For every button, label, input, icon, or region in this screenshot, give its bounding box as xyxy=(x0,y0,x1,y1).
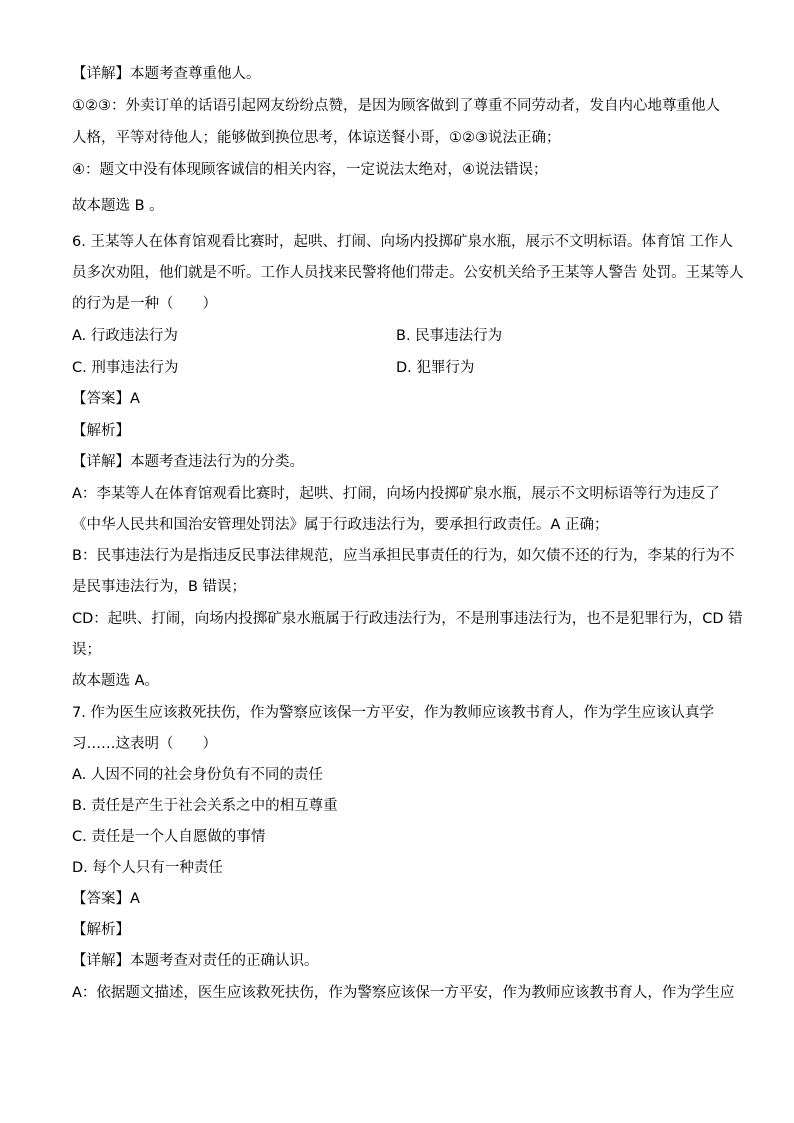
question-6-detail: 【详解】本题考查违法行为的分类。 xyxy=(72,454,304,470)
question-6-explanation: CD：起哄、打闹，向场内投掷矿泉水瓶属于行政违法行为，不是刑事违法行为，也不是犯罪行为，CD 错 xyxy=(72,611,743,627)
question-7-answer: 【答案】A xyxy=(72,891,140,907)
question-6-stem: 员多次劝阻，他们就是不听。工作人员找来民警将他们带走。公安机关给予王某等人警告 处罚。王某等人 xyxy=(72,265,744,281)
question-6-explanation: 《中华人民共和国治安管理处罚法》属于行政违法行为，要承担行政责任。A 正确； xyxy=(72,517,609,533)
question-6-explanation: 误； xyxy=(72,642,101,658)
question-7-option-a: A. 人因不同的社会身份负有不同的责任 xyxy=(72,767,323,783)
question-7-stem: 7. 作为医生应该救死扶伤，作为警察应该保一方平安，作为教师应该教书育人，作为学生应该认真学 xyxy=(72,705,714,721)
question-6-analysis-heading: 【解析】 xyxy=(72,423,130,439)
question-6-answer: 【答案】A xyxy=(72,391,140,407)
question-6-option-b: B. 民事违法行为 xyxy=(396,328,503,344)
conclusion-line: 故本题选 B 。 xyxy=(72,198,164,214)
question-6-conclusion: 故本题选 A。 xyxy=(72,673,160,689)
question-6-option-d: D. 犯罪行为 xyxy=(396,360,475,376)
analysis-line: 人格，平等对待他人；能够做到换位思考，体谅送餐小哥，①②③说法正确； xyxy=(72,130,561,146)
question-6-option-a: A. 行政违法行为 xyxy=(72,328,178,344)
question-6-explanation: B：民事违法行为是指违反民事法律规范，应当承担民事责任的行为，如欠债不还的行为，李某的行为不 xyxy=(72,548,735,564)
question-6-option-c: C. 刑事违法行为 xyxy=(72,360,179,376)
question-7-option-d: D. 每个人只有一种责任 xyxy=(72,860,223,876)
analysis-line: ①②③：外卖订单的话语引起网友纷纷点赞，是因为顾客做到了尊重不同劳动者，发自内心地尊重他人 xyxy=(72,98,720,114)
question-7-analysis-heading: 【解析】 xyxy=(72,922,130,938)
question-6-explanation: A：李某等人在体育馆观看比赛时，起哄、打闹，向场内投掷矿泉水瓶，展示不文明标语等行为违反了 xyxy=(72,486,720,502)
question-7-stem: 习……这表明（ ） xyxy=(72,736,217,752)
question-6-explanation: 是民事违法行为，B 错误； xyxy=(72,579,247,595)
analysis-line: ④：题文中没有体现顾客诚信的相关内容，一定说法太绝对，④说法错误； xyxy=(72,162,548,178)
question-7-option-c: C. 责任是一个人自愿做的事情 xyxy=(72,829,266,845)
question-7-explanation: A：依据题文描述，医生应该救死扶伤，作为警察应该保一方平安，作为教师应该教书育人，作为学生应 xyxy=(72,985,735,1001)
question-6-stem: 的行为是一种（ ） xyxy=(72,296,217,312)
question-6-stem: 6. 王某等人在体育馆观看比赛时，起哄、打闹、向场内投掷矿泉水瓶，展示不文明标语。体育馆 工作人 xyxy=(72,234,734,250)
question-7-detail: 【详解】本题考查对责任的正确认识。 xyxy=(72,953,319,969)
question-7-option-b: B. 责任是产生于社会关系之中的相互尊重 xyxy=(72,798,338,814)
detail-line: 【详解】本题考查尊重他人。 xyxy=(72,66,261,82)
